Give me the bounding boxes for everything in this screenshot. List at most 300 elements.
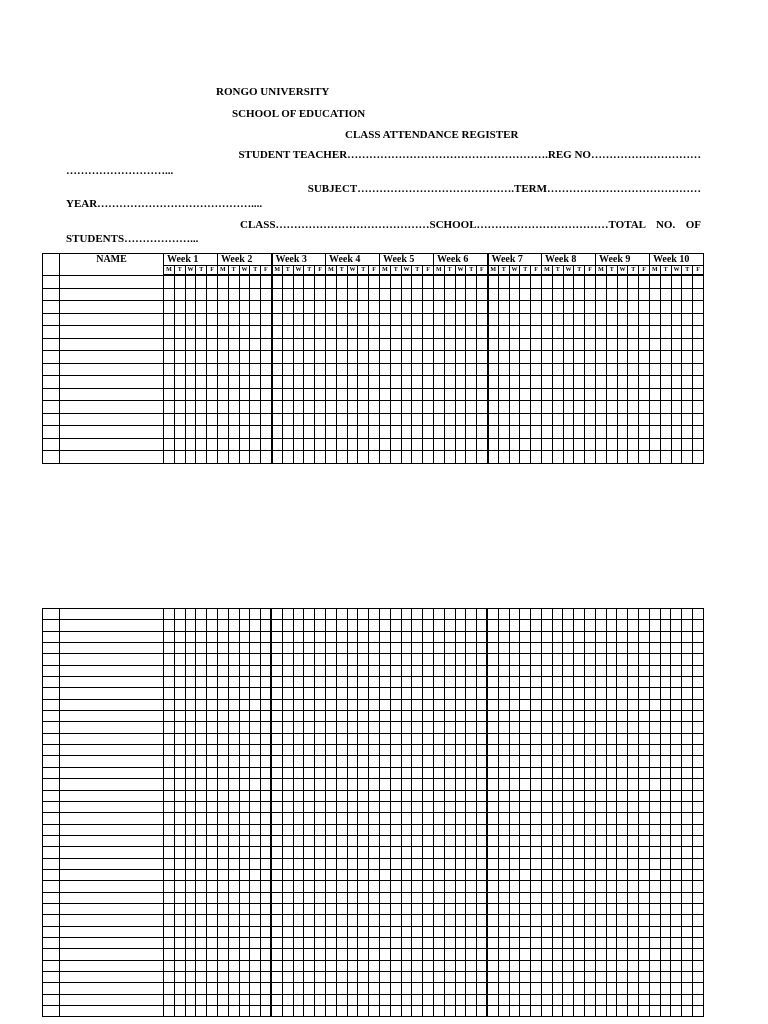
attendance-cell[interactable] [207,756,218,767]
attendance-cell[interactable] [628,847,639,858]
attendance-cell[interactable] [401,426,412,439]
attendance-cell[interactable] [326,388,337,401]
attendance-cell[interactable] [682,326,693,339]
attendance-cell[interactable] [531,915,542,926]
attendance-cell[interactable] [185,733,196,744]
attendance-cell[interactable] [488,351,499,364]
attendance-cell[interactable] [315,960,326,971]
attendance-cell[interactable] [217,665,228,676]
student-name-cell[interactable] [60,438,164,451]
attendance-cell[interactable] [520,745,531,756]
attendance-cell[interactable] [369,869,380,880]
attendance-cell[interactable] [444,972,455,983]
attendance-cell[interactable] [585,767,596,778]
row-number-cell[interactable] [43,1006,60,1017]
attendance-cell[interactable] [574,835,585,846]
attendance-cell[interactable] [196,801,207,812]
attendance-cell[interactable] [649,972,660,983]
attendance-cell[interactable] [520,609,531,620]
attendance-cell[interactable] [325,801,336,812]
attendance-cell[interactable] [542,451,553,464]
attendance-cell[interactable] [444,835,455,846]
attendance-cell[interactable] [477,620,488,631]
attendance-cell[interactable] [325,813,336,824]
attendance-cell[interactable] [487,835,498,846]
attendance-cell[interactable] [185,388,196,401]
attendance-cell[interactable] [433,654,444,665]
attendance-cell[interactable] [520,643,531,654]
attendance-cell[interactable] [401,801,412,812]
attendance-cell[interactable] [336,835,347,846]
attendance-cell[interactable] [477,903,488,914]
attendance-cell[interactable] [423,915,434,926]
attendance-cell[interactable] [542,301,553,314]
attendance-cell[interactable] [466,631,477,642]
attendance-cell[interactable] [164,972,175,983]
attendance-cell[interactable] [358,801,369,812]
attendance-cell[interactable] [563,790,574,801]
attendance-cell[interactable] [228,413,239,426]
attendance-cell[interactable] [552,631,563,642]
attendance-cell[interactable] [196,835,207,846]
attendance-cell[interactable] [660,654,671,665]
attendance-cell[interactable] [509,313,520,326]
row-number-cell[interactable] [43,756,60,767]
attendance-cell[interactable] [228,983,239,994]
attendance-cell[interactable] [563,388,574,401]
attendance-cell[interactable] [293,835,304,846]
student-name-cell[interactable] [60,915,164,926]
attendance-cell[interactable] [401,847,412,858]
attendance-cell[interactable] [541,722,552,733]
attendance-cell[interactable] [649,711,660,722]
attendance-cell[interactable] [185,688,196,699]
attendance-cell[interactable] [261,363,272,376]
attendance-cell[interactable] [239,858,250,869]
attendance-cell[interactable] [174,699,185,710]
attendance-cell[interactable] [207,426,218,439]
attendance-cell[interactable] [282,288,293,301]
attendance-cell[interactable] [542,438,553,451]
attendance-cell[interactable] [455,438,466,451]
attendance-cell[interactable] [380,451,391,464]
attendance-cell[interactable] [304,994,315,1005]
attendance-cell[interactable] [164,631,175,642]
attendance-cell[interactable] [336,767,347,778]
attendance-cell[interactable] [498,869,509,880]
attendance-cell[interactable] [541,756,552,767]
attendance-cell[interactable] [563,326,574,339]
attendance-cell[interactable] [531,665,542,676]
attendance-cell[interactable] [282,413,293,426]
attendance-cell[interactable] [315,835,326,846]
attendance-cell[interactable] [520,858,531,869]
attendance-cell[interactable] [541,937,552,948]
attendance-cell[interactable] [466,881,477,892]
attendance-cell[interactable] [433,824,444,835]
attendance-cell[interactable] [531,858,542,869]
attendance-cell[interactable] [498,275,509,288]
attendance-cell[interactable] [271,733,282,744]
attendance-cell[interactable] [185,438,196,451]
attendance-cell[interactable] [196,722,207,733]
attendance-cell[interactable] [531,1006,542,1017]
attendance-cell[interactable] [347,858,358,869]
attendance-cell[interactable] [531,960,542,971]
attendance-cell[interactable] [639,767,650,778]
attendance-cell[interactable] [217,779,228,790]
attendance-cell[interactable] [325,779,336,790]
attendance-cell[interactable] [466,767,477,778]
attendance-cell[interactable] [293,949,304,960]
attendance-cell[interactable] [487,892,498,903]
attendance-cell[interactable] [542,275,553,288]
attendance-cell[interactable] [595,779,606,790]
attendance-cell[interactable] [585,338,596,351]
attendance-cell[interactable] [304,790,315,801]
attendance-cell[interactable] [272,351,283,364]
attendance-cell[interactable] [325,903,336,914]
student-name-cell[interactable] [60,937,164,948]
attendance-cell[interactable] [272,401,283,414]
attendance-cell[interactable] [509,401,520,414]
attendance-cell[interactable] [541,960,552,971]
attendance-cell[interactable] [660,881,671,892]
attendance-cell[interactable] [617,915,628,926]
attendance-cell[interactable] [606,438,617,451]
attendance-cell[interactable] [671,688,682,699]
attendance-cell[interactable] [466,413,477,426]
attendance-cell[interactable] [649,376,660,389]
attendance-cell[interactable] [228,376,239,389]
attendance-cell[interactable] [433,972,444,983]
attendance-cell[interactable] [455,915,466,926]
attendance-cell[interactable] [574,699,585,710]
attendance-cell[interactable] [196,413,207,426]
student-name-cell[interactable] [60,949,164,960]
attendance-cell[interactable] [358,363,369,376]
attendance-cell[interactable] [228,699,239,710]
attendance-cell[interactable] [164,881,175,892]
attendance-cell[interactable] [563,835,574,846]
attendance-cell[interactable] [369,620,380,631]
attendance-cell[interactable] [660,451,671,464]
attendance-cell[interactable] [164,983,175,994]
attendance-cell[interactable] [358,813,369,824]
attendance-cell[interactable] [552,301,563,314]
attendance-cell[interactable] [477,881,488,892]
attendance-cell[interactable] [239,426,250,439]
attendance-cell[interactable] [217,722,228,733]
attendance-cell[interactable] [347,376,358,389]
attendance-cell[interactable] [628,994,639,1005]
attendance-cell[interactable] [488,275,499,288]
attendance-cell[interactable] [639,326,650,339]
attendance-cell[interactable] [261,413,272,426]
attendance-cell[interactable] [379,1006,390,1017]
attendance-cell[interactable] [293,711,304,722]
attendance-cell[interactable] [487,972,498,983]
attendance-cell[interactable] [531,745,542,756]
attendance-cell[interactable] [261,609,272,620]
attendance-cell[interactable] [412,937,423,948]
attendance-cell[interactable] [444,824,455,835]
attendance-cell[interactable] [617,451,628,464]
attendance-cell[interactable] [520,326,531,339]
attendance-cell[interactable] [401,438,412,451]
attendance-cell[interactable] [196,756,207,767]
attendance-cell[interactable] [336,301,347,314]
attendance-cell[interactable] [423,338,434,351]
attendance-cell[interactable] [574,413,585,426]
attendance-cell[interactable] [390,983,401,994]
attendance-cell[interactable] [455,631,466,642]
attendance-cell[interactable] [617,960,628,971]
attendance-cell[interactable] [315,983,326,994]
attendance-cell[interactable] [239,722,250,733]
attendance-cell[interactable] [466,779,477,790]
attendance-cell[interactable] [164,699,175,710]
attendance-cell[interactable] [250,401,261,414]
attendance-cell[interactable] [639,699,650,710]
attendance-cell[interactable] [412,426,423,439]
attendance-cell[interactable] [487,767,498,778]
attendance-cell[interactable] [671,972,682,983]
attendance-cell[interactable] [174,847,185,858]
attendance-cell[interactable] [628,438,639,451]
attendance-cell[interactable] [185,351,196,364]
attendance-cell[interactable] [682,881,693,892]
attendance-cell[interactable] [433,313,444,326]
attendance-cell[interactable] [325,847,336,858]
attendance-cell[interactable] [552,892,563,903]
attendance-cell[interactable] [347,388,358,401]
attendance-cell[interactable] [455,677,466,688]
attendance-cell[interactable] [628,767,639,778]
attendance-cell[interactable] [347,949,358,960]
attendance-cell[interactable] [585,376,596,389]
attendance-cell[interactable] [693,688,704,699]
attendance-cell[interactable] [671,288,682,301]
attendance-cell[interactable] [649,426,660,439]
attendance-cell[interactable] [606,972,617,983]
attendance-cell[interactable] [390,288,401,301]
attendance-cell[interactable] [574,960,585,971]
row-number-cell[interactable] [43,892,60,903]
attendance-cell[interactable] [595,801,606,812]
attendance-cell[interactable] [541,699,552,710]
attendance-cell[interactable] [174,960,185,971]
attendance-cell[interactable] [304,313,315,326]
attendance-cell[interactable] [401,926,412,937]
attendance-cell[interactable] [596,438,607,451]
attendance-cell[interactable] [595,972,606,983]
attendance-cell[interactable] [574,790,585,801]
attendance-cell[interactable] [325,824,336,835]
attendance-cell[interactable] [336,892,347,903]
attendance-cell[interactable] [541,824,552,835]
attendance-cell[interactable] [498,722,509,733]
attendance-cell[interactable] [304,288,315,301]
attendance-cell[interactable] [164,438,175,451]
attendance-cell[interactable] [552,926,563,937]
attendance-cell[interactable] [585,972,596,983]
attendance-cell[interactable] [390,301,401,314]
attendance-cell[interactable] [315,665,326,676]
attendance-cell[interactable] [401,937,412,948]
attendance-cell[interactable] [174,654,185,665]
student-name-cell[interactable] [60,654,164,665]
attendance-cell[interactable] [369,288,380,301]
attendance-cell[interactable] [444,801,455,812]
attendance-cell[interactable] [649,388,660,401]
attendance-cell[interactable] [326,401,337,414]
attendance-cell[interactable] [444,767,455,778]
attendance-cell[interactable] [207,813,218,824]
attendance-cell[interactable] [444,351,455,364]
attendance-cell[interactable] [617,858,628,869]
attendance-cell[interactable] [541,847,552,858]
attendance-cell[interactable] [423,903,434,914]
attendance-cell[interactable] [585,903,596,914]
attendance-cell[interactable] [455,994,466,1005]
attendance-cell[interactable] [250,903,261,914]
attendance-cell[interactable] [617,338,628,351]
attendance-cell[interactable] [164,892,175,903]
attendance-cell[interactable] [315,401,326,414]
attendance-cell[interactable] [196,654,207,665]
attendance-cell[interactable] [196,438,207,451]
attendance-cell[interactable] [304,677,315,688]
attendance-cell[interactable] [250,609,261,620]
attendance-cell[interactable] [217,835,228,846]
attendance-cell[interactable] [660,779,671,790]
attendance-cell[interactable] [358,790,369,801]
attendance-cell[interactable] [325,937,336,948]
attendance-cell[interactable] [207,711,218,722]
attendance-cell[interactable] [347,711,358,722]
attendance-cell[interactable] [585,847,596,858]
attendance-cell[interactable] [358,620,369,631]
attendance-cell[interactable] [660,363,671,376]
attendance-cell[interactable] [228,677,239,688]
attendance-cell[interactable] [520,401,531,414]
attendance-cell[interactable] [595,745,606,756]
attendance-cell[interactable] [261,915,272,926]
attendance-cell[interactable] [412,301,423,314]
attendance-cell[interactable] [347,413,358,426]
attendance-cell[interactable] [509,972,520,983]
attendance-cell[interactable] [541,767,552,778]
attendance-cell[interactable] [196,813,207,824]
attendance-cell[interactable] [477,301,488,314]
attendance-cell[interactable] [466,869,477,880]
attendance-cell[interactable] [520,1006,531,1017]
attendance-cell[interactable] [358,438,369,451]
attendance-cell[interactable] [369,994,380,1005]
attendance-cell[interactable] [228,869,239,880]
attendance-cell[interactable] [261,790,272,801]
attendance-cell[interactable] [261,937,272,948]
attendance-cell[interactable] [164,388,175,401]
attendance-cell[interactable] [444,756,455,767]
attendance-cell[interactable] [693,937,704,948]
attendance-cell[interactable] [595,983,606,994]
attendance-cell[interactable] [261,401,272,414]
attendance-cell[interactable] [228,609,239,620]
attendance-cell[interactable] [412,869,423,880]
attendance-cell[interactable] [552,438,563,451]
attendance-cell[interactable] [282,779,293,790]
attendance-cell[interactable] [239,688,250,699]
attendance-cell[interactable] [541,869,552,880]
attendance-cell[interactable] [498,790,509,801]
attendance-cell[interactable] [498,609,509,620]
attendance-cell[interactable] [347,326,358,339]
attendance-cell[interactable] [228,994,239,1005]
attendance-cell[interactable] [217,401,228,414]
attendance-cell[interactable] [617,301,628,314]
attendance-cell[interactable] [455,688,466,699]
attendance-cell[interactable] [207,779,218,790]
attendance-cell[interactable] [477,1006,488,1017]
attendance-cell[interactable] [509,699,520,710]
attendance-cell[interactable] [358,733,369,744]
attendance-cell[interactable] [552,767,563,778]
attendance-cell[interactable] [423,609,434,620]
attendance-cell[interactable] [164,688,175,699]
attendance-cell[interactable] [520,733,531,744]
student-name-cell[interactable] [60,722,164,733]
attendance-cell[interactable] [196,699,207,710]
attendance-cell[interactable] [369,699,380,710]
attendance-cell[interactable] [401,972,412,983]
attendance-cell[interactable] [261,388,272,401]
attendance-cell[interactable] [326,301,337,314]
attendance-cell[interactable] [660,767,671,778]
attendance-cell[interactable] [574,824,585,835]
attendance-cell[interactable] [574,451,585,464]
attendance-cell[interactable] [628,733,639,744]
attendance-cell[interactable] [466,983,477,994]
attendance-cell[interactable] [682,376,693,389]
student-name-cell[interactable] [60,677,164,688]
attendance-cell[interactable] [347,609,358,620]
attendance-cell[interactable] [272,288,283,301]
attendance-cell[interactable] [455,313,466,326]
attendance-cell[interactable] [379,813,390,824]
attendance-cell[interactable] [423,994,434,1005]
attendance-cell[interactable] [228,881,239,892]
attendance-cell[interactable] [671,643,682,654]
attendance-cell[interactable] [315,937,326,948]
attendance-cell[interactable] [617,413,628,426]
attendance-cell[interactable] [574,745,585,756]
attendance-cell[interactable] [660,972,671,983]
attendance-cell[interactable] [239,654,250,665]
attendance-cell[interactable] [390,326,401,339]
student-name-cell[interactable] [60,756,164,767]
attendance-cell[interactable] [304,915,315,926]
attendance-cell[interactable] [531,426,542,439]
attendance-cell[interactable] [552,643,563,654]
attendance-cell[interactable] [239,351,250,364]
attendance-cell[interactable] [196,847,207,858]
attendance-cell[interactable] [660,275,671,288]
attendance-cell[interactable] [477,363,488,376]
attendance-cell[interactable] [250,288,261,301]
attendance-cell[interactable] [498,413,509,426]
